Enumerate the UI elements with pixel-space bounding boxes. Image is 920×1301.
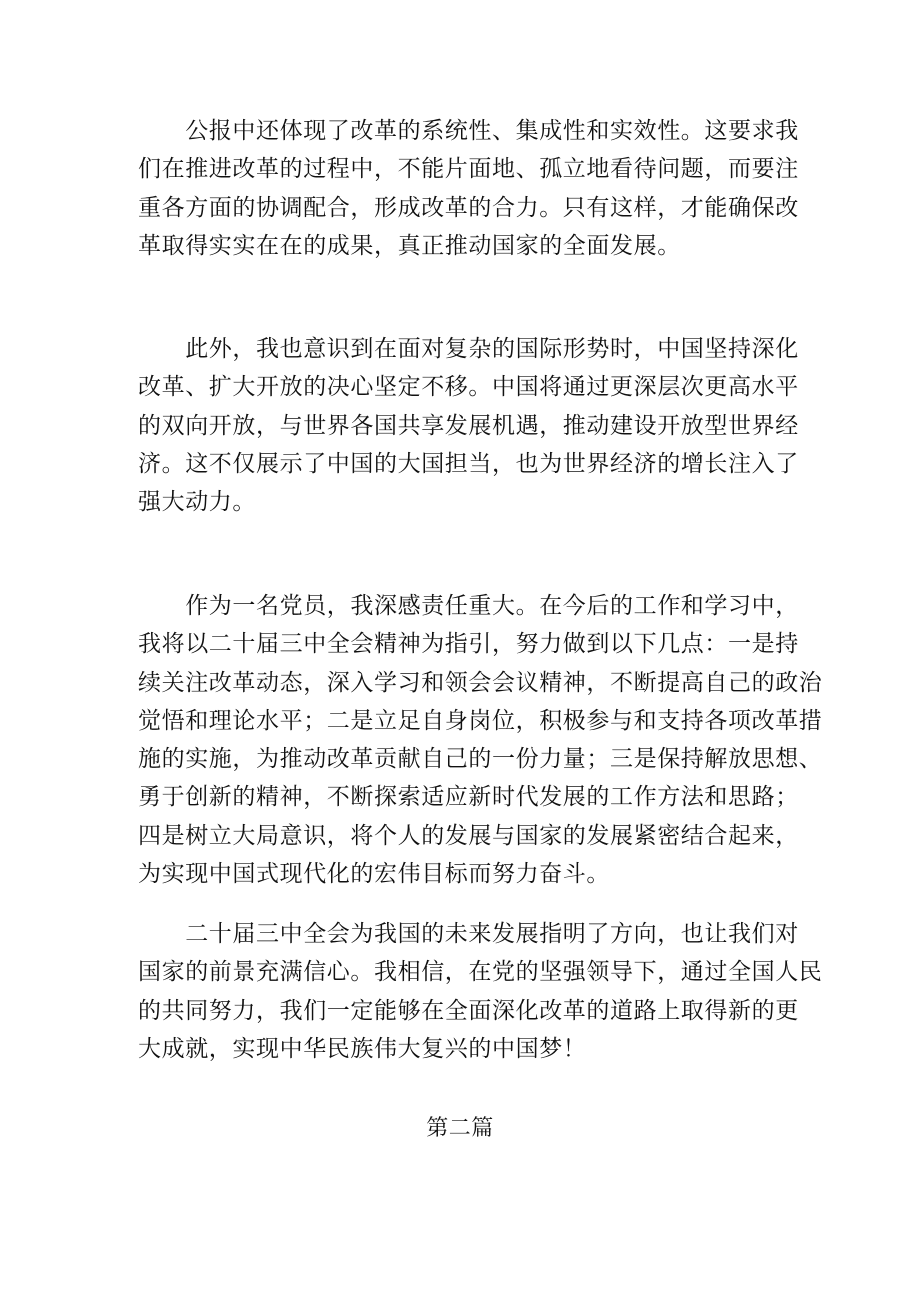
section-heading: 第二篇: [426, 1116, 494, 1141]
paragraph-4: [138, 915, 823, 1068]
paragraph-line: 的双向开放，与世界各国共享发展机遇，推动建设开放型世界经: [138, 412, 799, 439]
paragraph-2: [138, 330, 798, 521]
paragraph-line: 大成就，实现中华民族伟大复兴的中国梦！: [138, 1035, 587, 1062]
paragraph-1: [138, 112, 798, 265]
paragraph-line: 二十届三中全会为我国的未来发展指明了方向，也让我们对: [138, 921, 799, 947]
paragraph-line: 续关注改革动态，深入学习和领会会议精神，不断提高自己的政治: [138, 669, 823, 696]
paragraph-line: 济。这不仅展示了中国的大国担当，也为世界经济的增长注入了: [138, 450, 799, 477]
paragraph-line: 作为一名党员，我深感责任重大。在今后的工作和学习中，: [138, 593, 799, 619]
paragraph-line: 觉悟和理论水平；二是立足自身岗位，积极参与和支持各项改革措: [138, 707, 823, 734]
paragraph-line: 国家的前景充满信心。我相信，在党的坚强领导下，通过全国人民: [138, 959, 823, 986]
paragraph-line: 重各方面的协调配合，形成改革的合力。只有这样，才能确保改: [138, 194, 799, 221]
paragraph-line: 我将以二十届三中全会精神为指引，努力做到以下几点：一是持: [138, 631, 799, 658]
paragraph-3: [138, 587, 823, 893]
paragraph-line: 们在推进改革的过程中，不能片面地、孤立地看待问题，而要注: [138, 156, 799, 183]
paragraph-line: 改革、扩大开放的决心坚定不移。中国将通过更深层次更高水平: [138, 374, 799, 401]
paragraph-line: 施的实施，为推动改革贡献自己的一份力量；三是保持解放思想、: [138, 746, 823, 773]
paragraph-line: 为实现中国式现代化的宏伟目标而努力奋斗。: [138, 861, 610, 888]
paragraph-line: 此外，我也意识到在面对复杂的国际形势时，中国坚持深化: [138, 336, 799, 362]
paragraph-line: 勇于创新的精神，不断探索适应新时代发展的工作方法和思路；: [138, 784, 799, 811]
paragraph-line: 强大动力。: [138, 489, 256, 516]
paragraph-line: 革取得实实在在的成果，真正推动国家的全面发展。: [138, 232, 681, 259]
paragraph-line: 四是树立大局意识，将个人的发展与国家的发展紧密结合起来，: [138, 822, 799, 849]
paragraph-line: 的共同努力，我们一定能够在全面深化改革的道路上取得新的更: [138, 997, 799, 1024]
paragraph-line: 公报中还体现了改革的系统性、集成性和实效性。这要求我: [138, 118, 799, 144]
